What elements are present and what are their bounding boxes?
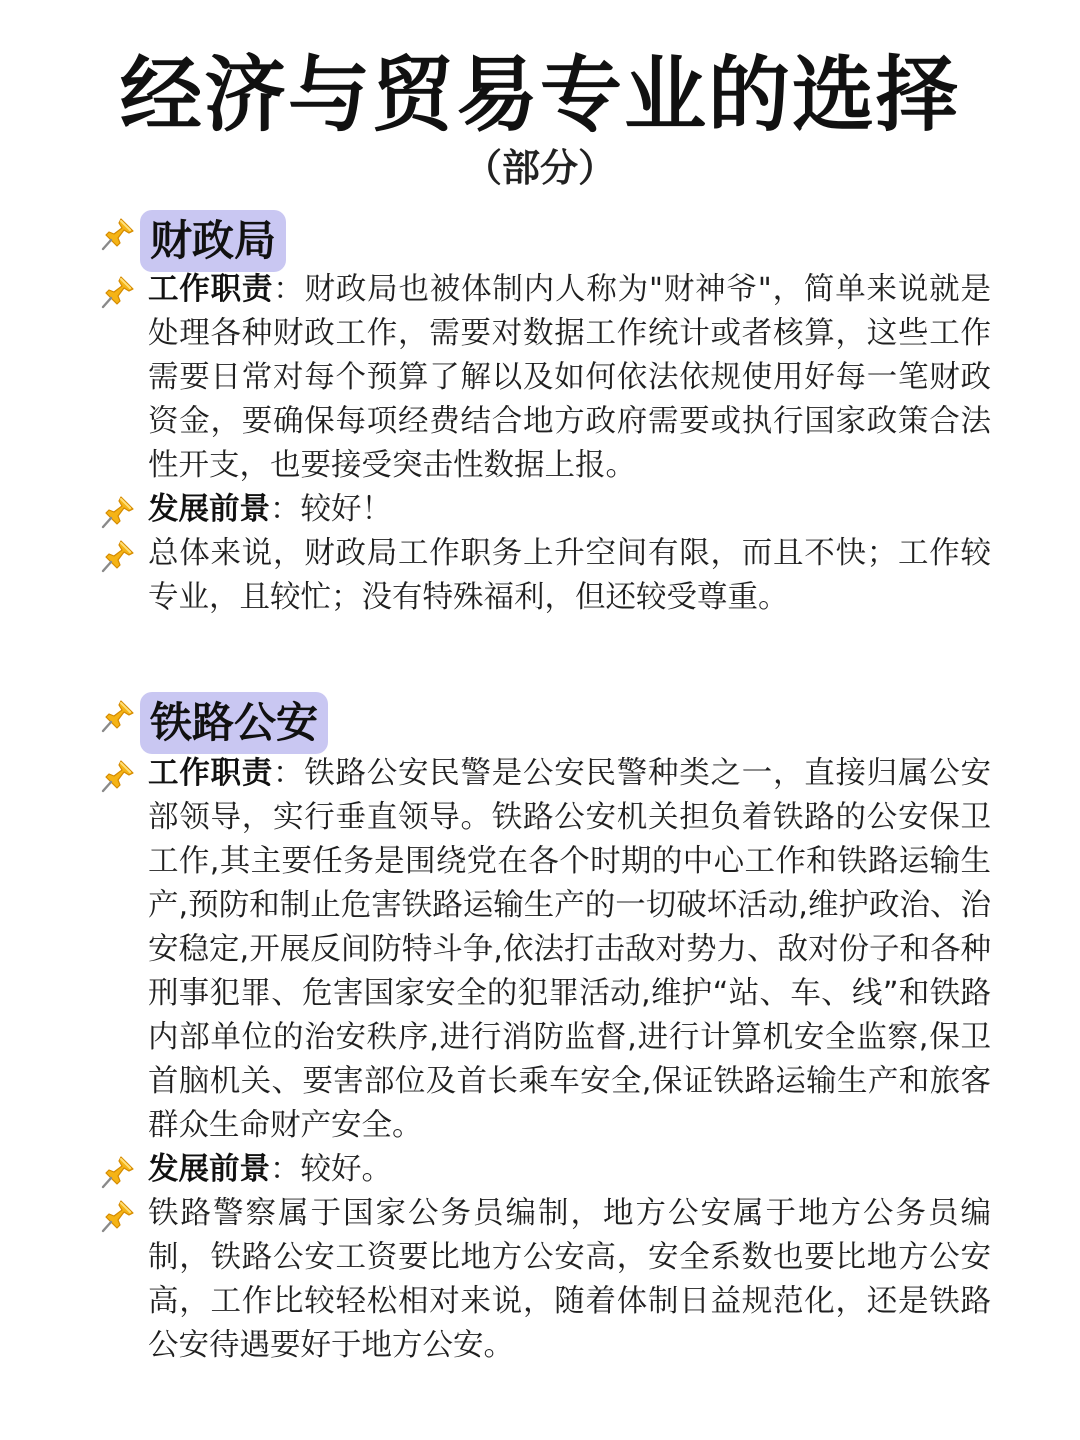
- page-title: 经济与贸易专业的选择: [119, 48, 960, 143]
- pushpin-icon: [100, 494, 136, 530]
- duty-label: 工作职责: [148, 756, 273, 791]
- outlook-text: ：较好！: [270, 492, 392, 527]
- duty-label: 工作职责: [148, 272, 274, 307]
- section-heading-row: [100, 210, 1000, 272]
- pushpin-icon: [100, 216, 136, 252]
- section-heading: 财政局: [140, 210, 286, 272]
- pushpin-icon: [100, 1154, 136, 1190]
- outlook-label: 发展前景: [148, 1152, 270, 1187]
- pushpin-icon: [100, 1198, 136, 1234]
- duty-text: ：财政局也被体制内人称为"财神爷"，简单来说就是处理各种财政工作，需要对数据工作统计或者核算，这些工作需要日常对每个预算了解以及如何依法依规使用好每一笔财政资金，要确保每项经费结合地方政府需要或执行国家政策合法性开支，也要接受突击性数据上报。: [148, 272, 991, 483]
- pushpin-icon: [100, 538, 136, 574]
- section-heading: 铁路公安: [140, 692, 328, 754]
- outlook-text: ：较好。: [270, 1152, 392, 1187]
- pushpin-icon: [100, 758, 136, 794]
- summary-text: 总体来说，财政局工作职务上升空间有限，而且不快；工作较专业，且较忙；没有特殊福利，但还较受尊重。: [148, 536, 991, 615]
- section-heading-row: [100, 692, 1000, 754]
- pushpin-icon: [100, 698, 136, 734]
- outlook-label: 发展前景: [148, 492, 270, 527]
- pushpin-icon: [100, 274, 136, 310]
- page-subtitle: （部分）: [463, 146, 616, 190]
- summary-text: 铁路警察属于国家公务员编制，地方公安属于地方公务员编制，铁路公安工资要比地方公安高，安全系数也要比地方公安高，工作比较轻松相对来说，随着体制日益规范化，还是铁路公安待遇要好于地方公安。: [148, 1196, 991, 1363]
- duty-text: ：铁路公安民警是公安民警种类之一，直接归属公安部领导，实行垂直领导。铁路公安机关担负着铁路的公安保卫工作,其主要任务是围绕党在各个时期的中心工作和铁路运输生产,预防和制止危害铁路运输生产的一切破坏活动,维护政治、治安稳定,开展反间防特斗争,依法打击敌对势力、敌对份子和各种刑事犯罪、危害国家安全的犯罪活动,维护“站、车、线”和铁路内部单位的治安秩序,进行消防监督,进行计算机安全监察,保卫首脑机关、要害部位及首长乘车安全,保证铁路运输生产和旅客群众生命财产安全。: [148, 756, 991, 1143]
